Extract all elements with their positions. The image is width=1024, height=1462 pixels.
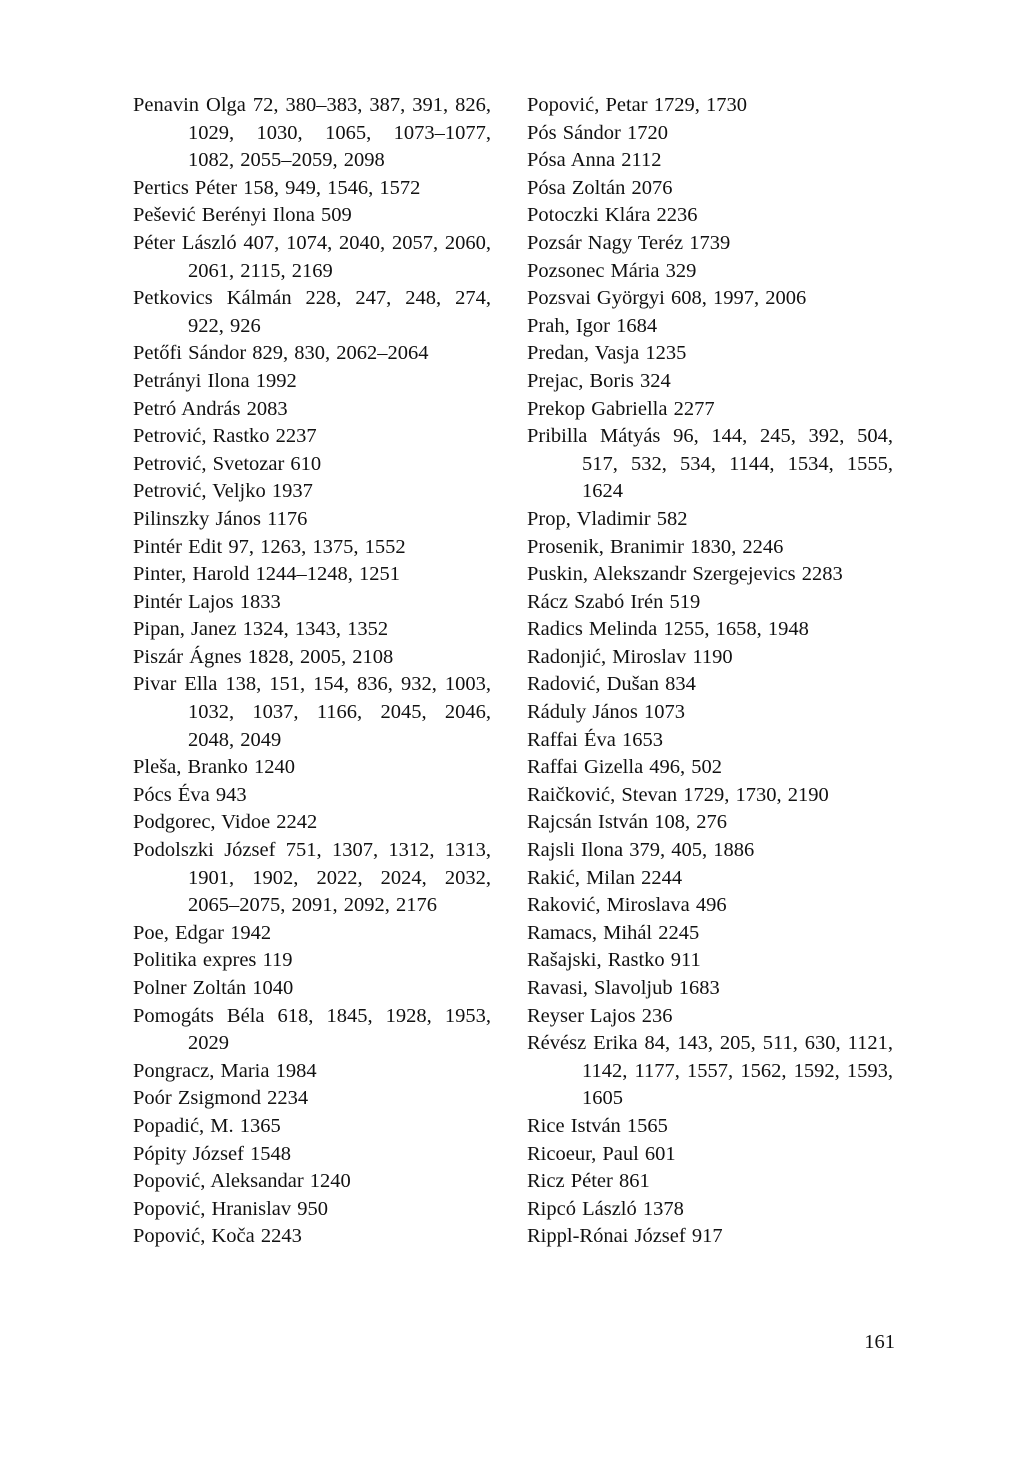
index-entry: Raičković, Stevan 1729, 1730, 2190 [527,783,829,806]
index-entry: Pintér Lajos 1833 [133,590,281,613]
index-entry: Ravasi, Slavoljub 1683 [527,977,720,999]
index-entry: Prop, Vladimir 582 [527,507,688,530]
index-entry: Popadić, M. 1365 [133,1114,281,1137]
index-entry: Pribilla Mátyás 96, 144, 245, 392, 504, 517, 532, 534, 1144, 1534, 1555, 1624 [527,425,893,503]
index-entry: Petőfi Sándor 829, 830, 2062–2064 [133,342,429,365]
index-entry: Ricoeur, Paul 601 [527,1142,676,1165]
index-entry: Ricz Péter 861 [527,1170,650,1193]
index-entry: Piszár Ágnes 1828, 2005, 2108 [133,645,394,668]
index-entry: Petrović, Rastko 2237 [133,425,317,448]
index-entry: Pós Sándor 1720 [527,121,668,144]
index-column-left [133,92,491,1251]
index-entry: Poe, Edgar 1942 [133,921,272,944]
index-entry: Pinter, Harold 1244–1248, 1251 [133,563,400,586]
index-entry: Pomogáts Béla 618, 1845, 1928, 1953, 2029 [133,1004,491,1055]
index-entry: Popović, Koča 2243 [133,1225,302,1248]
index-entry: Poór Zsigmond 2234 [133,1087,309,1110]
index-entry: Pócs Éva 943 [133,783,247,806]
index-entry: Polner Zoltán 1040 [133,977,294,999]
index-entry: Pozsonec Mária 329 [527,259,697,282]
index-entry: Pleša, Branko 1240 [133,756,295,779]
index-entry: Pešević Berényi Ilona 509 [133,204,352,227]
index-entry: Reyser Lajos 236 [527,1004,673,1027]
index-entry: Puskin, Alekszandr Szergejevics 2283 [527,563,843,586]
index-entry: Ráduly János 1073 [527,701,686,724]
index-entry: Révész Erika 84, 143, 205, 511, 630, 1121, 1142, 1177, 1557, 1562, 1592, 1593, 1605 [527,1032,893,1110]
index-entry: Popović, Petar 1729, 1730 [527,94,747,116]
index-entry: Prah, Igor 1684 [527,314,658,337]
index-entry: Pósa Anna 2112 [527,149,662,172]
index-column-right [527,92,893,1251]
index-entry: Rajcsán István 108, 276 [527,811,727,834]
index-entry: Ramacs, Mihál 2245 [527,921,700,944]
index-entry: Pilinszky János 1176 [133,507,308,530]
index-entry: Potoczki Klára 2236 [527,204,698,227]
index-entry: Raffai Éva 1653 [527,728,663,751]
index-entry: Rice István 1565 [527,1114,668,1137]
index-entry: Rajsli Ilona 379, 405, 1886 [527,839,755,862]
index-entry: Radics Melinda 1255, 1658, 1948 [527,618,809,641]
index-entry: Pertics Péter 158, 949, 1546, 1572 [133,176,421,199]
index-entry: Petkovics Kálmán 228, 247, 248, 274, 922, 926 [133,287,491,337]
index-entry: Podgorec, Vidoe 2242 [133,811,318,834]
index-entry: Raffai Gizella 496, 502 [527,756,723,779]
index-entry: Pósa Zoltán 2076 [527,176,673,199]
index-entry: Rácz Szabó Irén 519 [527,590,701,613]
index-entry: Politika expres 119 [133,949,293,972]
index-entry: Pozsvai Györgyi 608, 1997, 2006 [527,287,807,310]
index-entry: Pivar Ella 138, 151, 154, 836, 932, 1003, 1032, 1037, 1166, 2045, 2046, 2048, 2049 [133,673,491,751]
index-entry: Popović, Aleksandar 1240 [133,1170,351,1193]
index-entry: Predan, Vasja 1235 [527,342,687,365]
index-entry: Pópity József 1548 [133,1142,292,1165]
index-entry: Radonjić, Miroslav 1190 [527,645,733,668]
index-entry: Rakić, Milan 2244 [527,866,683,889]
page-number: 161 [864,1331,895,1353]
index-entry: Prejac, Boris 324 [527,369,671,392]
index-entry: Petrányi Ilona 1992 [133,369,297,392]
index-entry: Radović, Dušan 834 [527,673,696,696]
index-entry: Pipan, Janez 1324, 1343, 1352 [133,618,389,641]
index-entry: Pongracz, Maria 1984 [133,1059,317,1082]
index-entry: Podolszki József 751, 1307, 1312, 1313, 1901, 1902, 2022, 2024, 2032, 2065–2075, 2091, 2092, 2176 [133,839,491,917]
index-entry: Petrović, Veljko 1937 [133,480,313,503]
index-entry: Petró András 2083 [133,397,288,420]
index-entry: Prosenik, Branimir 1830, 2246 [527,535,784,558]
index-entry: Prekop Gabriella 2277 [527,397,715,420]
index-entry: Pintér Edit 97, 1263, 1375, 1552 [133,535,406,558]
index-entry: Penavin Olga 72, 380–383, 387, 391, 826, 1029, 1030, 1065, 1073–1077, 1082, 2055–2059, 2098 [133,94,491,172]
index-entry: Raković, Miroslava 496 [527,894,727,917]
index-entry: Pozsár Nagy Teréz 1739 [527,231,731,254]
index-entry: Petrović, Svetozar 610 [133,452,322,475]
index-entry: Ripcó László 1378 [527,1197,684,1220]
index-entry: Rašajski, Rastko 911 [527,949,701,972]
index-entry: Popović, Hranislav 950 [133,1197,329,1220]
index-entry: Péter László 407, 1074, 2040, 2057, 2060, 2061, 2115, 2169 [133,231,491,282]
index-entry: Rippl-Rónai József 917 [527,1225,723,1248]
